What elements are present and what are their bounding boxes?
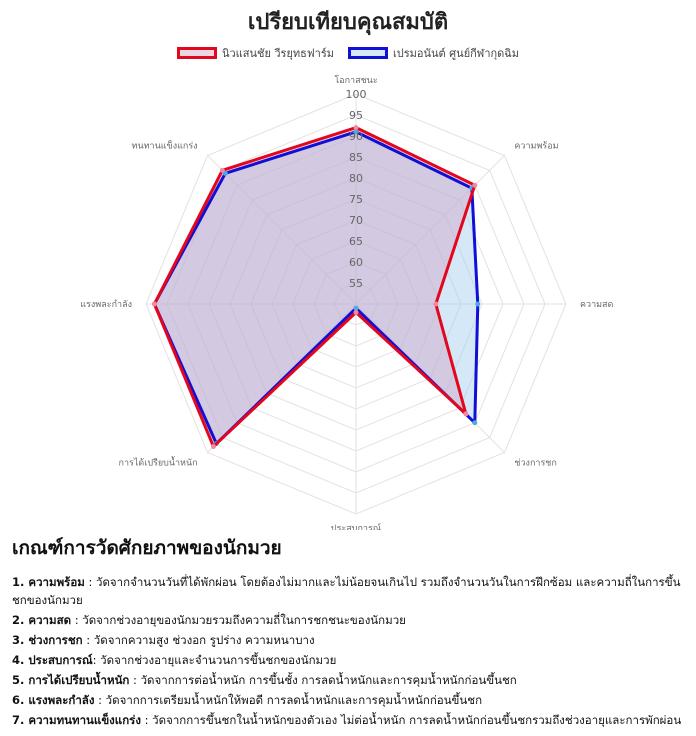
tick-label: 95 bbox=[349, 109, 363, 122]
series-area bbox=[154, 128, 474, 447]
tick-label: 75 bbox=[349, 193, 363, 206]
legend-swatch-series-b bbox=[348, 47, 388, 59]
data-point bbox=[472, 420, 477, 425]
axis-label: แรงพละกำลัง bbox=[80, 300, 132, 310]
data-point bbox=[211, 444, 216, 449]
criteria-item: 1. ความพร้อม : วัดจากจำนวนวันที่ได้พักผ่อน โดยต้องไม่มากและไม่น้อยจนเกินไป รวมถึงจำนวนวันในการฝึกซ้อม และความถี่ในการขึ้นชกของนักมวย bbox=[12, 575, 681, 607]
legend-swatch-series-a bbox=[177, 47, 217, 59]
data-point bbox=[220, 168, 225, 173]
tick-label: 60 bbox=[349, 256, 363, 269]
tick-label: 85 bbox=[349, 151, 363, 164]
tick-label: 90 bbox=[349, 130, 363, 143]
chart-title: เปรียบเทียบคุณสมบัติ bbox=[247, 10, 449, 35]
axis-label: ความสด bbox=[580, 300, 614, 310]
criteria-item: 4. ประสบการณ์: วัดจากช่วงอายุและจำนวนการขึ้นชกของนักมวย bbox=[12, 653, 337, 667]
legend-label-series-a: นิวแสนชัย วีรยุทธฟาร์ม bbox=[221, 47, 334, 60]
data-point bbox=[475, 302, 480, 307]
axis-label: ทนทานแข็งแกร่ง bbox=[131, 141, 198, 152]
radar-chart bbox=[0, 60, 696, 530]
axis-label: การได้เปรียบน้ำหนัก bbox=[118, 458, 198, 469]
criteria-item: 2. ความสด : วัดจากช่วงอายุของนักมวยรวมถึงความถี่ในการชกชนะของนักมวย bbox=[12, 613, 406, 627]
criteria-item: 3. ช่วงการชก : วัดจากความสูง ช่วงอก รูปร่าง ความหนาบาง bbox=[12, 633, 315, 647]
tick-label: 80 bbox=[349, 172, 363, 185]
legend-label-series-b: เปรมอนันต์ ศูนย์กีฬากุดฉิม bbox=[393, 47, 520, 60]
data-point bbox=[463, 411, 468, 416]
data-point bbox=[152, 302, 157, 307]
tick-label: 70 bbox=[349, 214, 363, 227]
tick-label: 100 bbox=[345, 88, 367, 101]
criteria-item: 7. ความทนทานแข็งแกร่ง : วัดจากการขึ้นชกในน้ำหนักของตัวเอง ไม่ต่อน้ำหนัก การลดน้ำหนักก่อนขึ้นชกรวมถึงช่วงอายุและการพักผ่อน bbox=[12, 713, 682, 727]
axis-label: ประสบการณ์ bbox=[330, 524, 382, 530]
axis-label: ช่วงการชก bbox=[514, 458, 557, 469]
axis-label: โอกาสชนะ bbox=[334, 76, 378, 86]
tick-label: 65 bbox=[349, 235, 363, 248]
criteria-item: 5. การได้เปรียบน้ำหนัก : วัดจากการต่อน้ำหนัก การขึ้นชั้ง การลดน้ำหนักและการคุมน้ำหนักก่อนขึ้นชก bbox=[12, 673, 517, 687]
data-point bbox=[354, 310, 359, 315]
criteria-section bbox=[12, 533, 690, 731]
criteria-item: 6. แรงพละกำลัง : วัดจากการเตรียมน้ำหนักให้พอดี การลดน้ำหนักและการคุมน้ำหนักก่อนขึ้นชก bbox=[12, 693, 483, 707]
tick-label: 55 bbox=[349, 277, 363, 290]
criteria-heading: เกณฑ์การวัดศักยภาพของนักมวย bbox=[12, 537, 282, 559]
data-point bbox=[433, 302, 438, 307]
axis-label: ความพร้อม bbox=[514, 141, 559, 152]
data-point bbox=[472, 183, 477, 188]
